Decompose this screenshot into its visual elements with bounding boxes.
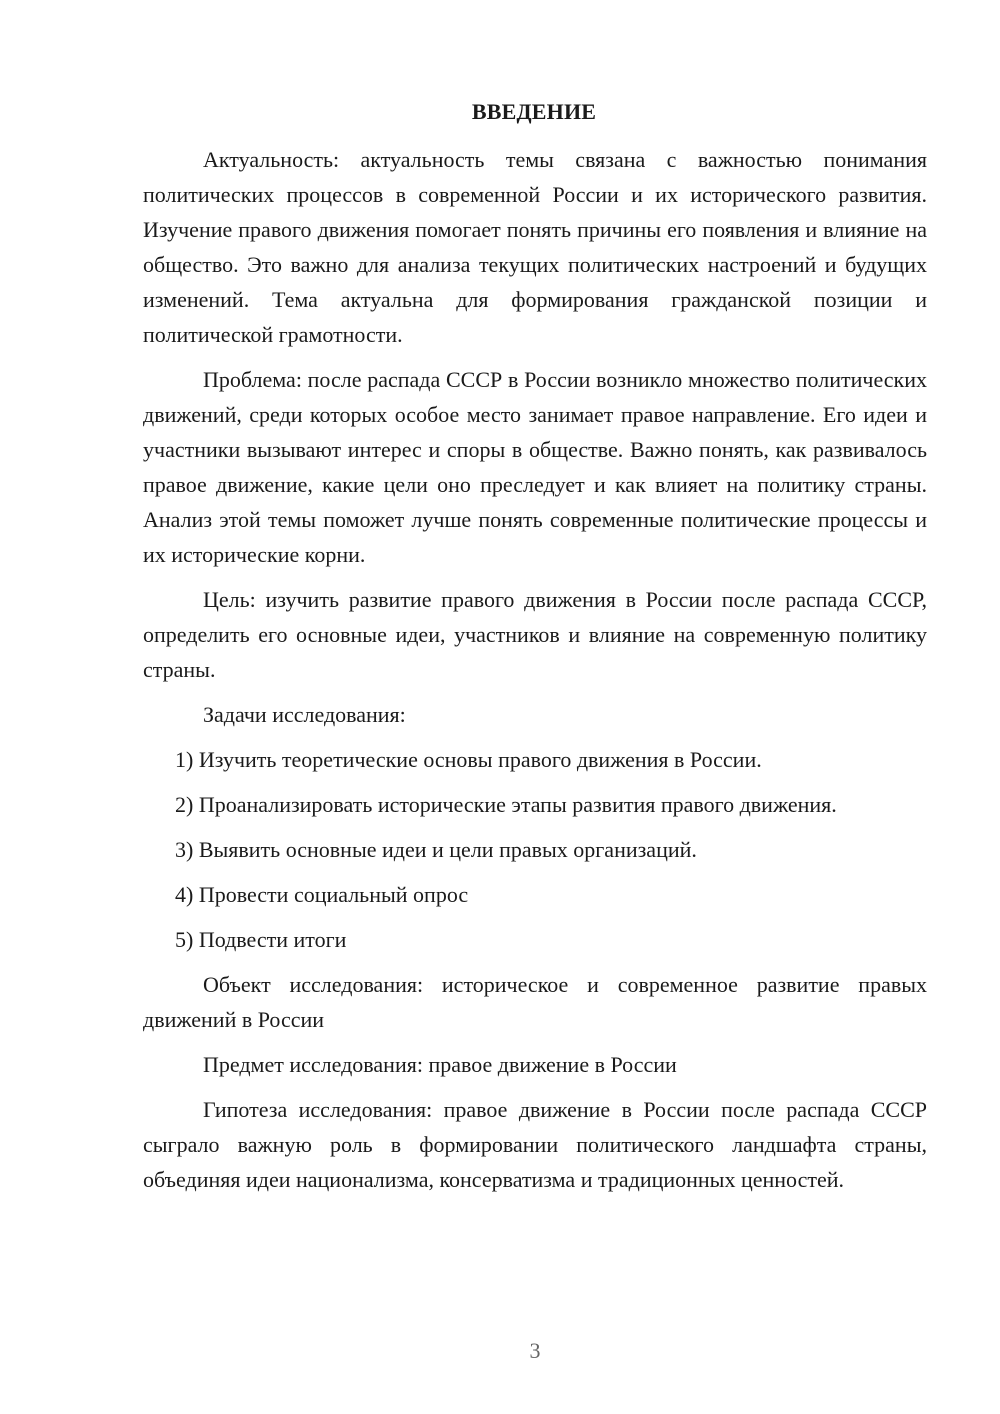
paragraph-goal: Цель: изучить развитие правого движения в России после распада СССР, определить его основные идеи, участников и влияние на современную политику страны. [143,587,927,682]
task-item: 1) Изучить теоретические основы правого движения в России. [175,747,762,772]
section-heading: ВВЕДЕНИЕ [471,99,597,124]
document-body [143,142,927,1197]
task-item: 2) Проанализировать исторические этапы развития правого движения. [175,792,837,817]
tasks-title: Задачи исследования: [203,702,406,727]
paragraph-hypothesis: Гипотеза исследования: правое движение в России после распада СССР сыграло важную роль в формировании политического ландшафта страны, объединяя идеи национализма, консерватизма и традиционных ценностей. [143,1097,927,1192]
task-item: 4) Провести социальный опрос [175,882,469,907]
page-number: 3 [529,1338,541,1363]
paragraph-problem: Проблема: после распада СССР в России возникло множество политических движений, среди которых особое место занимает правое направление. Его идеи и участники вызывают интерес и споры в обществе. Важно понять, как развивалось правое движение, какие цели оно преследует и как влияет на политику страны. Анализ этой темы поможет лучше понять современные политические процессы и их исторические корни. [143,367,927,567]
paragraph-object: Объект исследования: историческое и современное развитие правых движений в России [143,972,927,1032]
task-item: 5) Подвести итоги [175,927,347,952]
paragraph-relevance: Актуальность: актуальность темы связана с важностью понимания политических процессов в современной России и их исторического развития. Изучение правого движения помогает понять причины его появления и влияние на общество. Это важно для анализа текущих политических настроений и будущих изменений. Тема актуальна для формирования гражданской позиции и политической грамотности. [143,147,927,347]
tasks-list [143,742,927,957]
task-item: 3) Выявить основные идеи и цели правых организаций. [175,837,697,862]
paragraph-subject: Предмет исследования: правое движение в России [203,1052,677,1077]
